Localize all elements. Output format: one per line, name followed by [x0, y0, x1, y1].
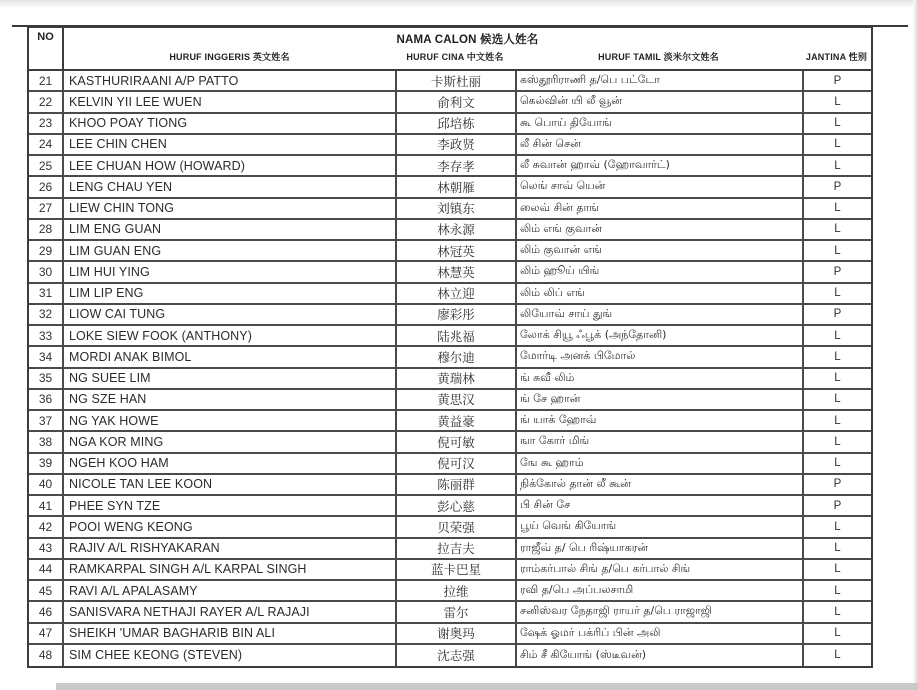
table-title: NAMA CALON 候选人姓名 [396, 34, 539, 46]
name-chinese: 邱培栋 [397, 114, 517, 133]
candidate-table [27, 26, 873, 668]
name-chinese: 倪可敏 [397, 432, 517, 451]
name-chinese: 雷尔 [397, 602, 517, 621]
name-chinese: 林慧英 [397, 262, 517, 281]
name-tamil: லிம் குவான் எங் [517, 241, 804, 260]
name-english: NG YAK HOWE [64, 411, 397, 430]
name-english: SHEIKH 'UMAR BAGHARIB BIN ALI [64, 624, 397, 643]
name-english: KASTHURIRAANI A/P PATTO [64, 71, 397, 90]
name-chinese: 刘镇东 [397, 199, 517, 218]
name-tamil: கூ பொய் தியோங் [517, 114, 804, 133]
name-english: MORDI ANAK BIMOL [64, 347, 397, 366]
name-chinese: 穆尔迪 [397, 347, 517, 366]
name-tamil: பூய் வெங் கியோங் [517, 517, 804, 536]
page-bottom-shadow [56, 683, 918, 690]
header-chinese: HURUF CINA 中文姓名 [406, 52, 504, 62]
gender-value: P [833, 478, 842, 491]
name-chinese: 李存孝 [397, 156, 517, 175]
row-number: 34 [29, 347, 64, 366]
gender-value: L [834, 159, 841, 172]
table-row [29, 454, 871, 475]
table-row [29, 517, 871, 538]
name-tamil: லீ சுவான் ஹாவ் (ஹோவார்ட்) [517, 156, 804, 175]
name-tamil: சனிஸ்வர நேதாஜி ராயர் த/பெ ராஜாஜி [517, 602, 804, 621]
name-tamil: கெல்வின் யி லீ வூன் [517, 92, 804, 111]
row-number: 30 [29, 262, 64, 281]
gender-value: P [833, 308, 842, 321]
row-number: 28 [29, 220, 64, 239]
table-row [29, 177, 871, 198]
row-number: 26 [29, 177, 64, 196]
name-tamil: லீ சின் சென் [517, 135, 804, 154]
name-tamil: லைவ் சின் தாங் [517, 199, 804, 218]
name-chinese: 彭心慈 [397, 496, 517, 515]
name-english: SANISVARA NETHAJI RAYER A/L RAJAJI [64, 602, 397, 621]
name-tamil: ராம்கர்பால் சிங் த/பெ கர்பால் சிங் [517, 560, 804, 579]
gender-value: L [834, 435, 841, 448]
gender-value: P [833, 74, 842, 87]
page-top-shadow [0, 0, 918, 8]
row-number: 46 [29, 602, 64, 621]
row-number: 31 [29, 284, 64, 303]
header-gender: JANTINA 性别 [805, 52, 868, 62]
name-english: NG SZE HAN [64, 390, 397, 409]
table-row [29, 496, 871, 517]
row-number: 42 [29, 517, 64, 536]
name-english: LIM HUI YING [64, 262, 397, 281]
name-english: POOI WENG KEONG [64, 517, 397, 536]
name-tamil: ஙே கூ ஹாம் [517, 454, 804, 473]
row-number: 23 [29, 114, 64, 133]
gender-value: P [833, 265, 842, 278]
name-english: NGA KOR MING [64, 432, 397, 451]
row-number: 25 [29, 156, 64, 175]
row-number: 21 [29, 71, 64, 90]
gender-value: L [834, 244, 841, 257]
gender-value: L [834, 563, 841, 576]
row-number: 22 [29, 92, 64, 111]
row-number: 43 [29, 539, 64, 558]
table-row [29, 347, 871, 368]
row-number: 40 [29, 475, 64, 494]
name-tamil: ராஜீவ் த/ பெ ரிஷ்யாகரன் [517, 539, 804, 558]
header-subrow [64, 50, 871, 69]
name-english: LEE CHUAN HOW (HOWARD) [64, 156, 397, 175]
name-english: RAJIV A/L RISHYAKARAN [64, 539, 397, 558]
table-row [29, 560, 871, 581]
gender-value: L [834, 329, 841, 342]
name-tamil: பி சின் சே [517, 496, 804, 515]
name-english: LIOW CAI TUNG [64, 305, 397, 324]
table-row [29, 369, 871, 390]
table-row [29, 390, 871, 411]
name-chinese: 谢奥玛 [397, 624, 517, 643]
name-tamil: கஸ்தூரிராணி த/பெ பட்டோ [517, 71, 804, 90]
name-chinese: 李政贤 [397, 135, 517, 154]
name-chinese: 蓝卡巴星 [397, 560, 517, 579]
name-tamil: லோக் சியூ ஃபூக் (அந்தோனி) [517, 326, 804, 345]
name-english: LOKE SIEW FOOK (ANTHONY) [64, 326, 397, 345]
table-row [29, 539, 871, 560]
row-number: 44 [29, 560, 64, 579]
table-body [29, 71, 871, 666]
table-row [29, 114, 871, 135]
table-row [29, 581, 871, 602]
gender-value: P [833, 499, 842, 512]
table-row [29, 326, 871, 347]
table-row [29, 241, 871, 262]
name-chinese: 陆兆福 [397, 326, 517, 345]
header-no: NO [29, 28, 64, 69]
name-english: LEE CHIN CHEN [64, 135, 397, 154]
table-row [29, 645, 871, 666]
header-english: HURUF INGGERIS 英文姓名 [169, 52, 290, 62]
table-row [29, 220, 871, 241]
table-row [29, 411, 871, 432]
gender-value: L [834, 287, 841, 300]
table-row [29, 284, 871, 305]
row-number: 33 [29, 326, 64, 345]
gender-value: L [834, 627, 841, 640]
name-english: NG SUEE LIM [64, 369, 397, 388]
table-row [29, 475, 871, 496]
name-tamil: லிம் லிப் எங் [517, 284, 804, 303]
name-chinese: 陈丽群 [397, 475, 517, 494]
name-english: LIM LIP ENG [64, 284, 397, 303]
row-number: 24 [29, 135, 64, 154]
name-chinese: 卡斯杜丽 [397, 71, 517, 90]
name-chinese: 拉吉夫 [397, 539, 517, 558]
row-number: 45 [29, 581, 64, 600]
name-tamil: ரவி த/பெ அப்பலசாமி [517, 581, 804, 600]
table-header [29, 28, 871, 71]
name-tamil: லிம் எங் குவான் [517, 220, 804, 239]
name-english: PHEE SYN TZE [64, 496, 397, 515]
name-english: RAVI A/L APALASAMY [64, 581, 397, 600]
row-number: 27 [29, 199, 64, 218]
row-number: 47 [29, 624, 64, 643]
name-tamil: லியோவ் சாய் துங் [517, 305, 804, 324]
name-tamil: லெங் சாவ் யென் [517, 177, 804, 196]
gender-value: L [834, 138, 841, 151]
name-chinese: 林朝雁 [397, 177, 517, 196]
name-english: LENG CHAU YEN [64, 177, 397, 196]
row-number: 37 [29, 411, 64, 430]
gender-value: L [834, 649, 841, 662]
name-tamil: ங் சுவீ லிம் [517, 369, 804, 388]
table-row [29, 92, 871, 113]
table-row [29, 305, 871, 326]
row-number: 32 [29, 305, 64, 324]
table-row [29, 624, 871, 645]
table-row [29, 262, 871, 283]
gender-value: L [834, 457, 841, 470]
gender-value: L [834, 223, 841, 236]
page-right-shadow [913, 0, 918, 690]
name-english: LIM ENG GUAN [64, 220, 397, 239]
row-number: 41 [29, 496, 64, 515]
gender-value: L [834, 350, 841, 363]
table-row [29, 199, 871, 220]
table-row [29, 156, 871, 177]
gender-value: L [834, 542, 841, 555]
table-row [29, 71, 871, 92]
name-chinese: 黄瑞林 [397, 369, 517, 388]
gender-value: L [834, 520, 841, 533]
row-number: 35 [29, 369, 64, 388]
name-tamil: ங் யாக் ஹோவ் [517, 411, 804, 430]
gender-value: L [834, 605, 841, 618]
name-tamil: ஷேக் ஓமர் பக்ரிப் பின் அலி [517, 624, 804, 643]
table-row [29, 135, 871, 156]
gender-value: L [834, 393, 841, 406]
name-tamil: லிம் ஹூய் யிங் [517, 262, 804, 281]
name-tamil: ங் சே ஹான் [517, 390, 804, 409]
name-english: NGEH KOO HAM [64, 454, 397, 473]
name-chinese: 廖彩彤 [397, 305, 517, 324]
row-number: 48 [29, 645, 64, 666]
name-chinese: 俞利文 [397, 92, 517, 111]
gender-value: L [834, 95, 841, 108]
name-tamil: மோர்டி அனக் பிமோல் [517, 347, 804, 366]
gender-value: L [834, 584, 841, 597]
name-english: LIEW CHIN TONG [64, 199, 397, 218]
name-english: SIM CHEE KEONG (STEVEN) [64, 645, 397, 666]
name-chinese: 黄思汉 [397, 390, 517, 409]
row-number: 38 [29, 432, 64, 451]
name-tamil: சிம் சீ கியோங் (ஸ்டீவன்) [517, 645, 804, 666]
name-english: RAMKARPAL SINGH A/L KARPAL SINGH [64, 560, 397, 579]
row-number: 39 [29, 454, 64, 473]
row-number: 29 [29, 241, 64, 260]
name-english: KHOO POAY TIONG [64, 114, 397, 133]
gender-value: L [834, 202, 841, 215]
name-chinese: 林立迎 [397, 284, 517, 303]
name-english: NICOLE TAN LEE KOON [64, 475, 397, 494]
name-chinese: 沈志强 [397, 645, 517, 666]
table-row [29, 432, 871, 453]
gender-value: P [833, 180, 842, 193]
name-english: LIM GUAN ENG [64, 241, 397, 260]
name-chinese: 林永源 [397, 220, 517, 239]
name-chinese: 贝荣强 [397, 517, 517, 536]
gender-value: L [834, 117, 841, 130]
gender-value: L [834, 372, 841, 385]
header-merged [64, 28, 871, 69]
name-chinese: 林冠英 [397, 241, 517, 260]
name-chinese: 黄益豪 [397, 411, 517, 430]
name-english: KELVIN YII LEE WUEN [64, 92, 397, 111]
gender-value: L [834, 414, 841, 427]
name-tamil: நிக்கோல் தான் லீ கூன் [517, 475, 804, 494]
name-chinese: 拉维 [397, 581, 517, 600]
name-chinese: 倪可汉 [397, 454, 517, 473]
table-row [29, 602, 871, 623]
row-number: 36 [29, 390, 64, 409]
header-tamil: HURUF TAMIL 淡米尔文姓名 [598, 52, 719, 62]
name-tamil: ஙா கோர் மிங் [517, 432, 804, 451]
